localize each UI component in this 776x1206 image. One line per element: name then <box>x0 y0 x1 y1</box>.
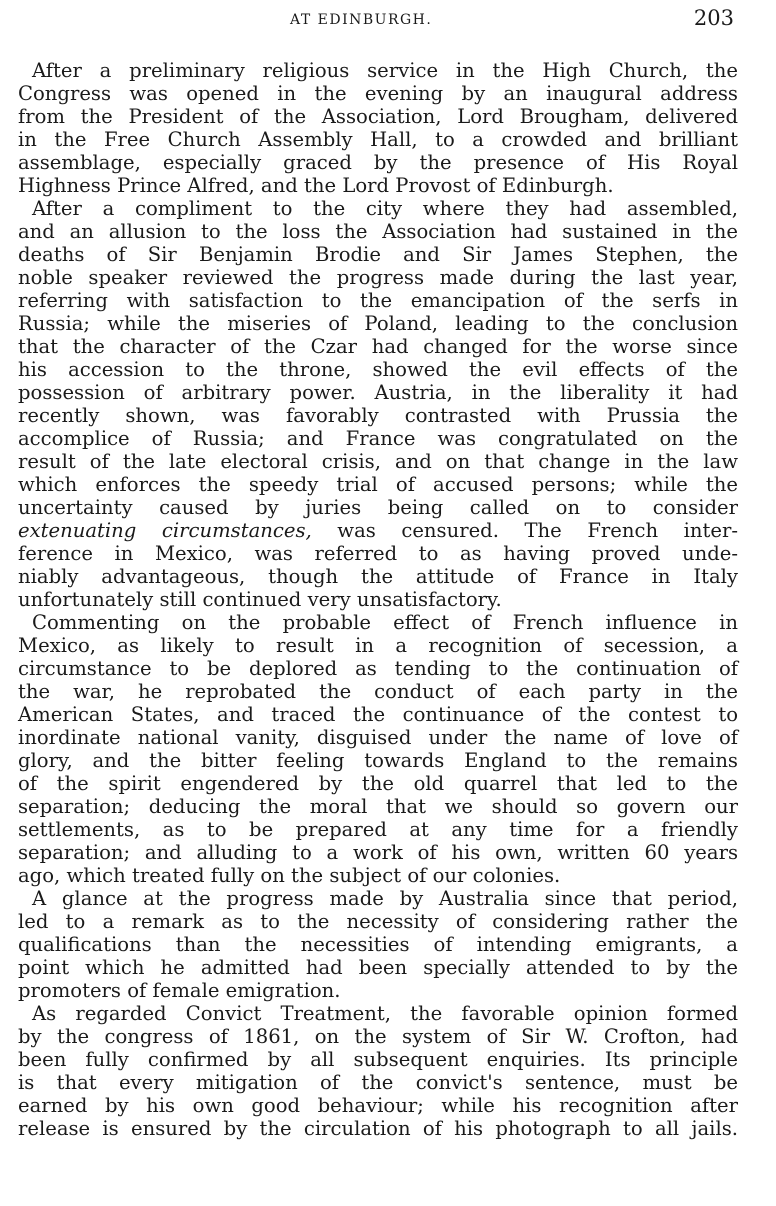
text-line: by the congress of 1861, on the system of Sir W. Crofton, had <box>18 1025 738 1048</box>
text-line: that the character of the Czar had changed for the worse since <box>18 335 738 358</box>
paragraph-2 <box>18 197 738 611</box>
text-line: referring with satisfaction to the emancipation of the serfs in <box>18 289 738 312</box>
text-line: deaths of Sir Benjamin Brodie and Sir James Stephen, the <box>18 243 738 266</box>
text-line: Highness Prince Alfred, and the Lord Provost of Edinburgh. <box>18 174 614 197</box>
text-line: his accession to the throne, showed the evil effects of the <box>18 358 738 381</box>
text-line: American States, and traced the continuance of the contest to <box>18 703 738 726</box>
text-line: After a preliminary religious service in the High Church, the <box>32 59 738 82</box>
paragraph-3 <box>18 611 738 887</box>
text-line: ago, which treated fully on the subject of our colonies. <box>18 864 561 887</box>
text-line: uncertainty caused by juries being called on to consider <box>18 496 738 519</box>
text-line: noble speaker reviewed the progress made during the last year, <box>18 266 738 289</box>
text-line: is that every mitigation of the convict's sentence, must be <box>18 1071 738 1094</box>
italic-phrase: extenuating circumstances, <box>18 519 312 542</box>
text-line: Mexico, as likely to result in a recognition of secession, a <box>18 634 738 657</box>
text-line: Russia; while the miseries of Poland, leading to the conclusion <box>18 312 738 335</box>
running-head: AT EDINBURGH. <box>290 12 433 28</box>
text-line: in the Free Church Assembly Hall, to a crowded and brilliant <box>18 128 738 151</box>
text-line: Commenting on the probable effect of French influence in <box>32 611 738 634</box>
text-line: accomplice of Russia; and France was congratulated on the <box>18 427 738 450</box>
text-line: from the President of the Association, Lord Brougham, delivered <box>18 105 738 128</box>
text-line: possession of arbitrary power. Austria, in the liberality it had <box>18 381 738 404</box>
text-line: qualifications than the necessities of intending emigrants, a <box>18 933 738 956</box>
text-line: settlements, as to be prepared at any time for a friendly <box>18 818 738 841</box>
text-line: assemblage, especially graced by the presence of His Royal <box>18 151 738 174</box>
text-line: the war, he reprobated the conduct of each party in the <box>18 680 738 703</box>
text-line: result of the late electoral crisis, and on that change in the law <box>18 450 738 473</box>
text-line: Congress was opened in the evening by an inaugural address <box>18 82 738 105</box>
text-line: separation; deducing the moral that we should so govern our <box>18 795 738 818</box>
text-line: separation; and alluding to a work of his own, written 60 years <box>18 841 738 864</box>
text-line: been fully confirmed by all subsequent enquiries. Its principle <box>18 1048 738 1071</box>
text-line: led to a remark as to the necessity of considering rather the <box>18 910 738 933</box>
text-line: of the spirit engendered by the old quarrel that led to the <box>18 772 738 795</box>
text-line: unfortunately still continued very unsatisfactory. <box>18 588 502 611</box>
paragraph-4 <box>18 887 738 1002</box>
text-line: earned by his own good behaviour; while his recognition after <box>18 1094 738 1117</box>
text-line: After a compliment to the city where they had assembled, <box>32 197 738 220</box>
text-line: glory, and the bitter feeling towards England to the remains <box>18 749 738 772</box>
text-line: circumstance to be deplored as tending to the continuation of <box>18 657 738 680</box>
text-line: which enforces the speedy trial of accused persons; while the <box>18 473 738 496</box>
paragraph-1 <box>18 59 738 197</box>
text-line: ference in Mexico, was referred to as having proved unde- <box>18 542 738 565</box>
page-number: 203 <box>693 6 734 30</box>
body-text <box>18 59 738 1140</box>
text-line: and an allusion to the loss the Association had sustained in the <box>18 220 738 243</box>
text-line: A glance at the progress made by Australia since that period, <box>32 887 738 910</box>
text-line: release is ensured by the circulation of his photograph to all jails. <box>18 1117 738 1140</box>
text-line: promoters of female emigration. <box>18 979 341 1002</box>
text-line: As regarded Convict Treatment, the favorable opinion formed <box>32 1002 738 1025</box>
text-fragment: was censured. The French inter- <box>337 519 738 542</box>
text-line-italic-start <box>18 519 738 542</box>
paragraph-5 <box>18 1002 738 1140</box>
text-line: point which he admitted had been specially attended to by the <box>18 956 738 979</box>
text-line: recently shown, was favorably contrasted with Prussia the <box>18 404 738 427</box>
text-line: inordinate national vanity, disguised under the name of love of <box>18 726 738 749</box>
text-line: niably advantageous, though the attitude of France in Italy <box>18 565 738 588</box>
